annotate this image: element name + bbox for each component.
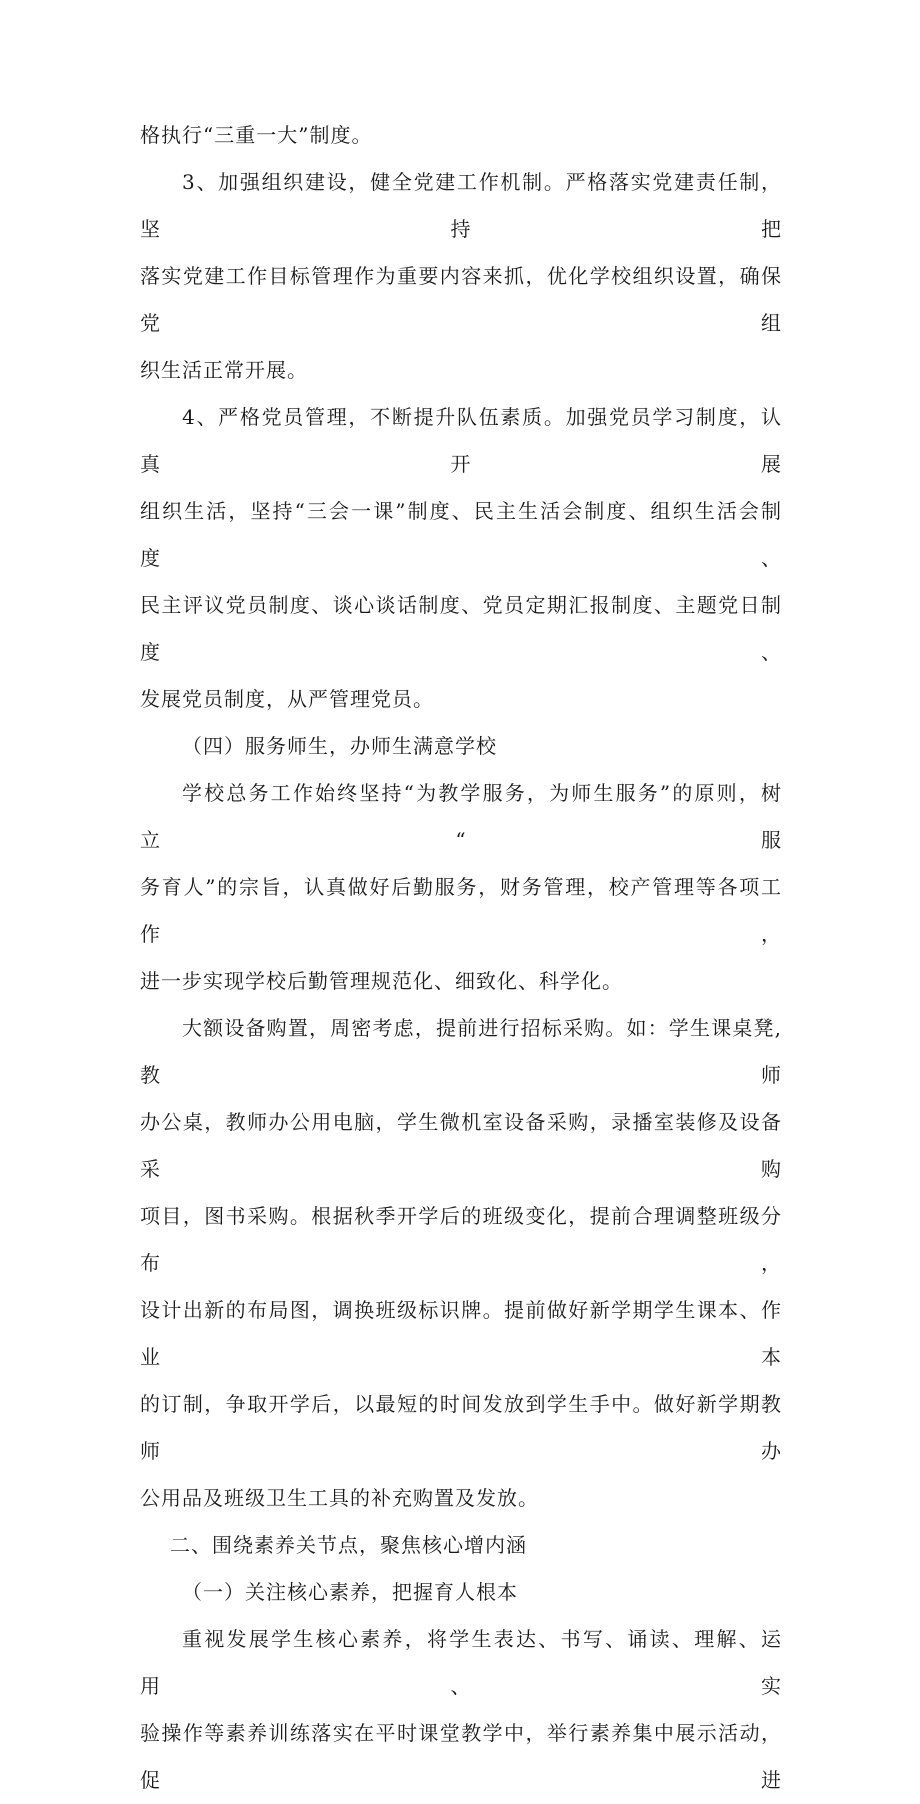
section-heading-core-literacy bbox=[140, 1522, 782, 1569]
section-subheading-core-literacy bbox=[140, 1569, 782, 1616]
text-line: 的订制，争取开学后，以最短的时间发放到学生手中。做好新学期教师办 bbox=[140, 1392, 782, 1463]
text-line: 二、围绕素养关节点，聚焦核心增内涵 bbox=[170, 1533, 527, 1557]
text-line: 学校总务工作始终坚持“为教学服务，为师生服务”的原则，树立“服 bbox=[140, 781, 782, 852]
text-line: 务育人”的宗旨，认真做好后勤服务，财务管理，校产管理等各项工作， bbox=[140, 875, 782, 946]
text-line: 3、加强组织建设，健全党建工作机制。严格落实党建责任制，坚持把 bbox=[140, 170, 782, 241]
paragraph-literacy-development bbox=[140, 1616, 782, 1804]
text-line: 落实党建工作目标管理作为重要内容来抓，优化学校组织设置，确保党组 bbox=[140, 264, 782, 335]
text-line: 织生活正常开展。 bbox=[140, 358, 308, 382]
section-subheading-service bbox=[140, 723, 782, 770]
text-line: 公用品及班级卫生工具的补充购置及发放。 bbox=[140, 1486, 539, 1510]
paragraph-equipment-purchase bbox=[140, 1005, 782, 1522]
text-line: 组织生活，坚持“三会一课”制度、民主生活会制度、组织生活会制度、 bbox=[140, 499, 782, 570]
paragraph-organization-building bbox=[140, 159, 782, 394]
text-line: （四）服务师生，办师生满意学校 bbox=[182, 734, 497, 758]
text-line: 大额设备购置，周密考虑，提前进行招标采购。如：学生课桌凳,教师 bbox=[140, 1016, 782, 1087]
text-line: 格执行“三重一大”制度。 bbox=[140, 123, 373, 147]
text-line: 4、严格党员管理，不断提升队伍素质。加强党员学习制度，认真开展 bbox=[140, 405, 782, 476]
text-line: 进一步实现学校后勤管理规范化、细致化、科学化。 bbox=[140, 969, 623, 993]
text-line: 办公桌，教师办公用电脑，学生微机室设备采购，录播室装修及设备采购 bbox=[140, 1110, 782, 1181]
text-line: （一）关注核心素养，把握育人根本 bbox=[182, 1580, 518, 1604]
paragraph-general-affairs bbox=[140, 770, 782, 1005]
paragraph-member-management bbox=[140, 394, 782, 723]
document-body bbox=[140, 112, 782, 1804]
text-line: 重视发展学生核心素养，将学生表达、书写、诵读、理解、运用、实 bbox=[140, 1627, 782, 1698]
paragraph-continuation bbox=[140, 112, 782, 159]
text-line: 发展党员制度，从严管理党员。 bbox=[140, 687, 434, 711]
text-line: 项目，图书采购。根据秋季开学后的班级变化，提前合理调整班级分布， bbox=[140, 1204, 782, 1275]
text-line: 验操作等素养训练落实在平时课堂教学中，举行素养集中展示活动，促进 bbox=[140, 1721, 782, 1792]
text-line: 设计出新的布局图，调换班级标识牌。提前做好新学期学生课本、作业本 bbox=[140, 1298, 782, 1369]
text-line: 民主评议党员制度、谈心谈话制度、党员定期汇报制度、主题党日制度、 bbox=[140, 593, 782, 664]
